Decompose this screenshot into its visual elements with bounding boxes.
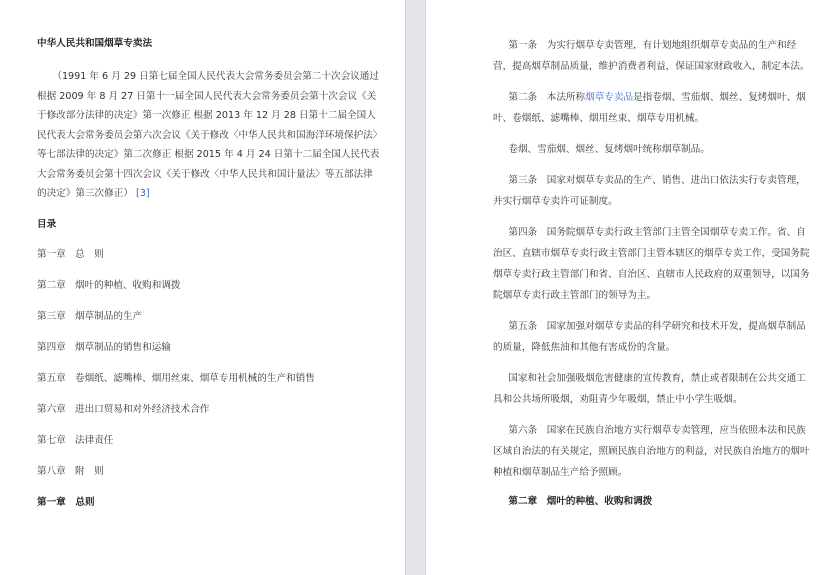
toc-chapter-number: 第三章 bbox=[37, 310, 66, 322]
toc-chapter-title: 烟叶的种植、收购和调拨 bbox=[75, 279, 181, 291]
tobacco-monopoly-goods-link[interactable]: 烟草专卖品 bbox=[585, 92, 634, 103]
toc-item-chapter-8[interactable] bbox=[37, 463, 381, 481]
toc-chapter-number: 第五章 bbox=[37, 372, 66, 384]
article-6: 第六条 国家在民族自治地方实行烟草专卖管理，应当依照本法和民族区域自治法的有关规定，照顾民族自治地方的利益，对民族自治地方的烟叶种植和烟草制品生产给予照顾。 bbox=[493, 425, 810, 478]
document-page-right bbox=[426, 0, 830, 575]
toc-chapter-title: 进出口贸易和对外经济技术合作 bbox=[75, 403, 210, 415]
toc-chapter-title: 卷烟纸、滤嘴棒、烟用丝束、烟草专用机械的生产和销售 bbox=[75, 372, 315, 384]
preface-paragraph bbox=[37, 67, 381, 204]
chapter-1-heading: 第一章 总则 bbox=[37, 496, 95, 508]
reference-link[interactable]: [3] bbox=[136, 188, 150, 199]
article-2-suffix: 是指卷烟、雪茄烟、烟丝、复烤烟叶、烟叶、卷烟纸、滤嘴棒、烟用丝束、烟草专用机械。 bbox=[493, 92, 806, 124]
toc-chapter-number: 第四章 bbox=[37, 341, 66, 353]
toc-chapter-number: 第一章 bbox=[37, 248, 66, 260]
toc-item-chapter-4[interactable] bbox=[37, 339, 381, 357]
article-2-prefix: 第二条 本法所称 bbox=[508, 92, 586, 103]
chapter-2-heading: 第二章 烟叶的种植、收购和调拨 bbox=[508, 496, 653, 507]
article-5: 第五条 国家加强对烟草专卖品的科学研究和技术开发，提高烟草制品的质量，降低焦油和其他有害成份的含量。 bbox=[493, 321, 806, 353]
document-title: 中华人民共和国烟草专卖法 bbox=[37, 38, 153, 49]
toc-title: 目录 bbox=[37, 218, 57, 230]
document-page-left bbox=[0, 0, 405, 575]
toc-chapter-number: 第八章 bbox=[37, 465, 66, 477]
toc-chapter-title: 烟草制品的生产 bbox=[75, 310, 143, 322]
toc-item-chapter-6[interactable] bbox=[37, 401, 381, 419]
toc-item-chapter-3[interactable] bbox=[37, 308, 381, 326]
toc-chapter-number: 第二章 bbox=[37, 279, 66, 291]
toc-chapter-title: 烟草制品的销售和运输 bbox=[75, 341, 171, 353]
page-gutter bbox=[405, 0, 426, 575]
article-3: 第三条 国家对烟草专卖品的生产、销售、进出口依法实行专卖管理，并实行烟草专卖许可证制度。 bbox=[493, 175, 806, 207]
article-1: 第一条 为实行烟草专卖管理，有计划地组织烟草专卖品的生产和经营，提高烟草制品质量，维护消费者利益，保证国家财政收入，制定本法。 bbox=[493, 40, 810, 72]
toc-chapter-number: 第七章 bbox=[37, 434, 66, 446]
article-2 bbox=[493, 87, 810, 129]
toc-item-chapter-1[interactable] bbox=[37, 246, 381, 264]
article-2-paragraph-2: 卷烟、雪茄烟、烟丝、复烤烟叶统称烟草制品。 bbox=[508, 144, 710, 155]
toc-item-chapter-5[interactable] bbox=[37, 370, 381, 388]
toc-item-chapter-7[interactable] bbox=[37, 432, 381, 450]
toc-item-chapter-2[interactable] bbox=[37, 277, 381, 295]
toc-chapter-title: 法律责任 bbox=[75, 434, 114, 446]
table-of-contents bbox=[37, 246, 381, 481]
toc-chapter-title: 附 则 bbox=[75, 465, 104, 477]
preface-text: （1991 年 6 月 29 日第七届全国人民代表大会常务委员会第二十次会议通过 根据 2009 年 8 月 27 日第十一届全国人民代表大会常务委员会第十次会议《关于修改部分法律的决定》第一次修正 根据 2013 年 12 月 28 日第十二届全国人民代表大会常务委员会第六次会议《关于修改〈中华人民共和国海洋环境保护法〉等七部法律的决定》第二次修正 根据 2015 年 4 月 24 日第十二届全国人民代表大会常务委员会第十四次会议《关于修改〈中华人民共和国计量法〉等五部法律的决定》第三次修正） bbox=[37, 71, 380, 199]
article-5-paragraph-2: 国家和社会加强吸烟危害健康的宣传教育，禁止或者限制在公共交通工具和公共场所吸烟，劝阻青少年吸烟，禁止中小学生吸烟。 bbox=[493, 373, 806, 405]
article-4: 第四条 国务院烟草专卖行政主管部门主管全国烟草专卖工作。省、自治区、直辖市烟草专卖行政主管部门主管本辖区的烟草专卖工作，受国务院烟草专卖行政主管部门和省、自治区、直辖市人民政府的双重领导，以国务院烟草专卖行政主管部门的领导为主。 bbox=[493, 227, 810, 301]
toc-chapter-number: 第六章 bbox=[37, 403, 66, 415]
toc-chapter-title: 总 则 bbox=[75, 248, 104, 260]
